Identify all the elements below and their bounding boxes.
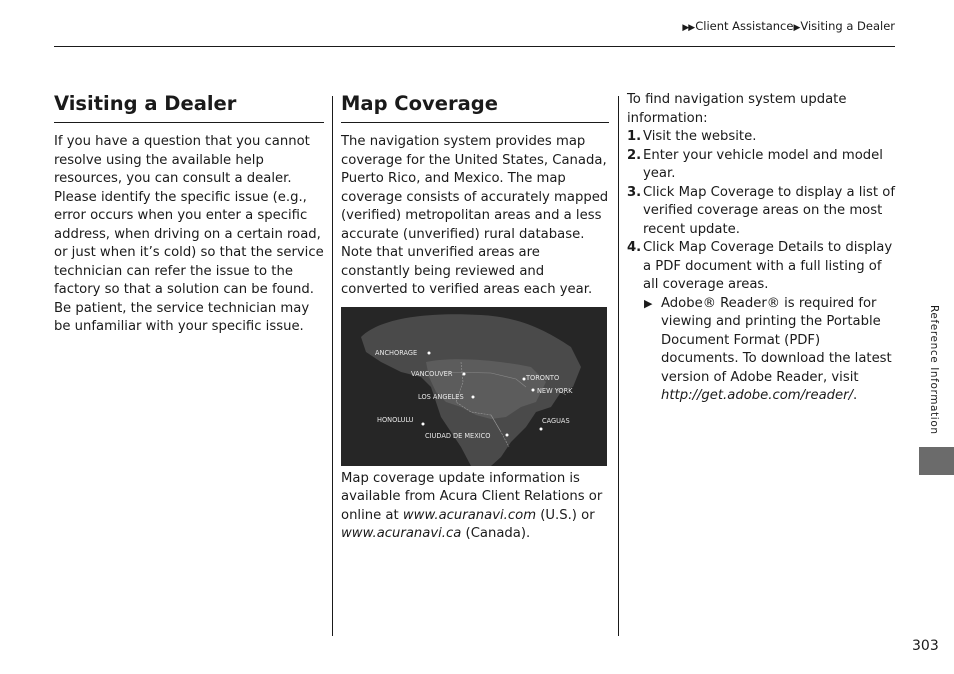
list-item: [627, 239, 899, 295]
header-divider: [54, 46, 895, 47]
breadcrumb-item-visiting-dealer[interactable]: Visiting a Dealer: [800, 19, 895, 33]
step-number: 1.: [627, 129, 642, 144]
column-divider: [618, 96, 619, 636]
page-number: 303: [912, 638, 939, 654]
step-number: 4.: [627, 240, 642, 255]
list-item: [627, 184, 899, 240]
list-item: [627, 147, 899, 184]
step-text: Click Map Coverage to display a list of verified coverage areas on the most recent update.: [643, 184, 896, 237]
step-number: 3.: [627, 184, 642, 200]
map-coverage-body: The navigation system provides map coverage for the United States, Canada, Puerto Rico, and Mexico. The map coverage consists of accurately mapped (verified) metropolitan areas and a less accurate (unverified) rural database. Note that unverified areas are constantly being reviewed and converted to verified areas each year.: [341, 134, 609, 297]
step-text: Enter your vehicle model and model year.: [643, 147, 883, 181]
section-title-visiting-dealer: Visiting a Dealer: [54, 92, 324, 123]
map-label-new-york: NEW YORK: [537, 386, 573, 395]
arrow-icon: ▶: [793, 23, 800, 33]
visiting-dealer-body: If you have a question that you cannot resolve using the available help resources, you can consult a dealer. Please identify the specific issue (e.g., error occurs when you enter a specific address, when driving on a certain road, or just when it’s cold) so that the service technician can refer the issue to the factory so that a solution can be found. Be patient, the service technician may be unfamiliar with your specific issue.: [54, 134, 324, 334]
map-update-text-1: Map coverage update information is available from Acura Client Relations or online at: [341, 470, 603, 523]
map-label-honolulu: HONOLULU: [377, 415, 414, 424]
acuranavi-ca-link[interactable]: www.acuranavi.ca: [341, 526, 462, 541]
note-end: .: [853, 388, 858, 403]
step-text: Click Map Coverage Details to display a PDF document with a full listing of all coverage areas.: [643, 240, 893, 292]
section-title-map-coverage: Map Coverage: [341, 92, 609, 123]
note-text: Adobe® Reader® is required for viewing and printing the Portable Document Format (PDF) documents. To download the latest version of Adobe Reader, visit: [661, 295, 892, 385]
map-update-text-2: (U.S.) or: [540, 507, 595, 523]
step-text: Visit the website.: [643, 129, 757, 144]
adobe-reader-note: [627, 295, 899, 406]
breadcrumb: [682, 19, 895, 33]
acuranavi-us-link[interactable]: www.acuranavi.com: [402, 507, 537, 523]
step-number: 2.: [627, 147, 642, 163]
update-steps-list: [627, 128, 899, 295]
side-tab-marker: [919, 447, 954, 475]
map-label-los-angeles: LOS ANGELES: [418, 392, 464, 401]
visiting-dealer-section: [54, 92, 324, 337]
column-divider: [332, 96, 333, 636]
double-arrow-icon: ▶▶: [682, 23, 695, 33]
map-label-vancouver: VANCOUVER: [411, 369, 453, 378]
update-info-section: [627, 91, 899, 406]
side-tab-label: Reference Information: [928, 305, 940, 435]
map-coverage-section: [341, 92, 609, 544]
adobe-reader-link[interactable]: http://get.adobe.com/reader/: [661, 388, 854, 403]
breadcrumb-item-client-assistance[interactable]: Client Assistance: [695, 19, 794, 33]
map-update-text-3: (Canada).: [465, 526, 531, 541]
map-coverage-image: [341, 307, 607, 466]
map-label-anchorage: ANCHORAGE: [375, 348, 418, 357]
map-label-toronto: TORONTO: [526, 373, 560, 382]
list-item: [627, 128, 899, 147]
map-label-ciudad-de-mexico: CIUDAD DE MEXICO: [425, 431, 491, 440]
update-intro: To find navigation system update information:: [627, 92, 847, 126]
map-label-caguas: CAGUAS: [542, 416, 570, 425]
arrow-icon: ▶: [644, 296, 653, 310]
map-update-info: [341, 470, 609, 544]
